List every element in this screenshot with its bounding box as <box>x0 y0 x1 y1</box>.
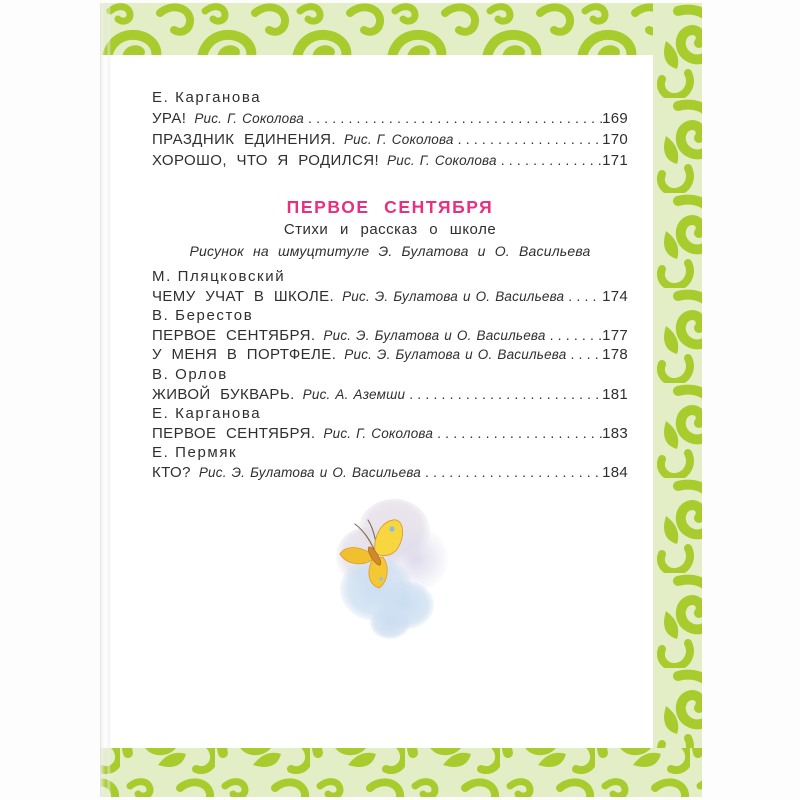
dot-leader <box>433 424 602 444</box>
entry-title: ХОРОШО, ЧТО Я РОДИЛСЯ! <box>152 152 380 169</box>
butterfly-icon <box>328 495 464 643</box>
table-of-contents <box>152 88 628 483</box>
section-heading <box>152 197 628 261</box>
page <box>100 3 702 797</box>
entry-title: КТО? <box>152 463 191 481</box>
entry-page-number: 183 <box>602 424 628 442</box>
entry-title: ПЕРВОЕ СЕНТЯБРЯ. <box>152 424 316 442</box>
dot-leader <box>564 287 602 307</box>
entry-title: ПРАЗДНИК ЕДИНЕНИЯ. <box>152 131 336 148</box>
toc-entry-row <box>152 385 628 405</box>
toc-author-row <box>152 404 628 424</box>
decorative-border-right <box>653 3 702 797</box>
toc-entry-row <box>152 287 628 307</box>
dot-leader <box>421 463 602 483</box>
toc-entry-row <box>152 345 628 365</box>
entry-page-number: 178 <box>602 346 628 364</box>
entry-title: ПЕРВОЕ СЕНТЯБРЯ. <box>152 326 316 344</box>
dot-leader <box>405 385 602 405</box>
page-gutter-shadow <box>100 3 112 797</box>
toc-author-row <box>152 88 628 108</box>
butterfly-illustration <box>328 495 464 643</box>
decorative-border-top <box>100 3 702 55</box>
section-title: ПЕРВОЕ СЕНТЯБРЯ <box>286 197 494 217</box>
author-name: Е. Карганова <box>152 89 262 106</box>
entry-illustrator-credit: Рис. Э. Булатова и О. Васильева <box>198 464 422 480</box>
entry-page-number: 170 <box>602 131 628 148</box>
toc-entry-row <box>152 150 628 171</box>
dot-leader <box>497 150 602 171</box>
entry-title: ЧЕМУ УЧАТ В ШКОЛЕ. <box>152 287 335 305</box>
author-name: Е. Пермяк <box>152 444 238 462</box>
entry-page-number: 169 <box>602 110 628 127</box>
author-name: Е. Карганова <box>152 405 262 423</box>
dot-leader <box>546 326 602 346</box>
section-illustrator-note: Рисунок на шмуцтитуле Э. Булатова и О. Васильева <box>189 243 591 259</box>
section-entries <box>152 267 628 483</box>
section-subtitle: Стихи и рассказ о школе <box>283 221 497 238</box>
toc-author-row <box>152 267 628 287</box>
author-name: В. Берестов <box>152 307 254 325</box>
entry-title: У МЕНЯ В ПОРТФЕЛЕ. <box>152 346 337 364</box>
author-name: В. Орлов <box>152 365 228 383</box>
dot-leader <box>566 345 602 365</box>
entry-illustrator-credit: Рис. Э. Булатова и О. Васильева <box>344 347 567 363</box>
entry-page-number: 177 <box>602 326 628 344</box>
entry-page-number: 174 <box>602 287 628 305</box>
dot-leader <box>454 129 602 150</box>
swirl-pattern-icon <box>100 3 702 55</box>
entry-illustrator-credit: Рис. А. Аземши <box>302 386 406 402</box>
dot-leader <box>304 108 602 129</box>
toc-entry-row <box>152 129 628 150</box>
toc-entry-row <box>152 463 628 483</box>
entry-page-number: 171 <box>602 152 628 169</box>
entry-title: ЖИВОЙ БУКВАРЬ. <box>152 385 295 403</box>
toc-author-row <box>152 365 628 385</box>
swirl-pattern-icon <box>100 748 702 797</box>
swirl-pattern-icon <box>653 3 702 797</box>
toc-entry-row <box>152 326 628 346</box>
entry-illustrator-credit: Рис. Г. Соколова <box>194 111 304 126</box>
entry-illustrator-credit: Рис. Г. Соколова <box>343 132 454 147</box>
entry-illustrator-credit: Рис. Г. Соколова <box>387 153 497 168</box>
entry-page-number: 181 <box>602 385 628 403</box>
entry-page-number: 184 <box>602 463 628 481</box>
toc-entry-row <box>152 108 628 129</box>
entry-title: УРА! <box>152 110 187 127</box>
entry-illustrator-credit: Рис. Э. Булатова и О. Васильева <box>323 327 546 343</box>
decorative-border-bottom <box>100 748 702 797</box>
toc-entry-row <box>152 424 628 444</box>
entry-illustrator-credit: Рис. Э. Булатова и О. Васильева <box>342 288 565 304</box>
toc-author-row <box>152 443 628 463</box>
author-name: М. Пляцковский <box>152 268 286 285</box>
toc-author-row <box>152 306 628 326</box>
entry-illustrator-credit: Рис. Г. Соколова <box>323 425 434 441</box>
